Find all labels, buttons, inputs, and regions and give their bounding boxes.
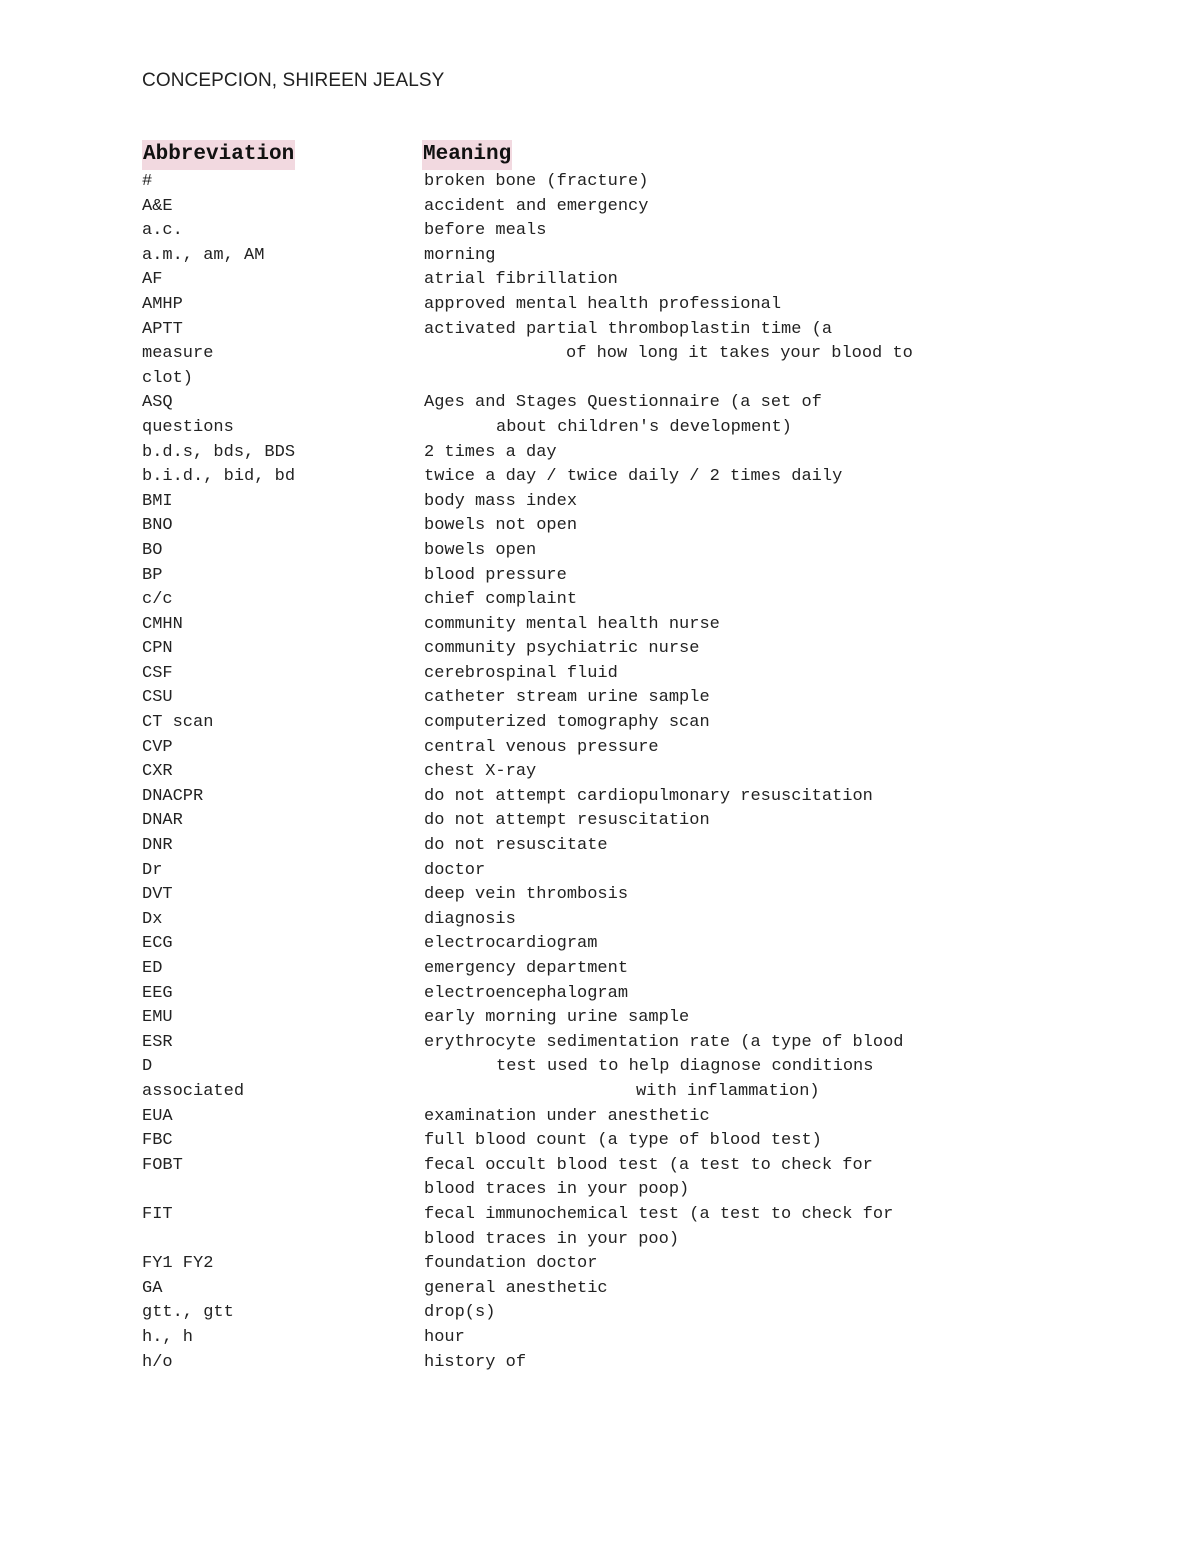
list-item: [0, 514, 1200, 539]
list-item: [0, 1006, 1200, 1031]
meaning-text: of how long it takes your blood to: [566, 344, 913, 364]
list-item: [0, 367, 1200, 392]
list-item: [0, 318, 1200, 343]
list-item: [0, 932, 1200, 957]
abbreviation-text: ECG: [142, 934, 173, 954]
meaning-text: about children's development): [496, 417, 792, 437]
meaning-text: general anesthetic: [424, 1278, 608, 1298]
meaning-text: twice a day / twice daily / 2 times daily: [424, 467, 843, 487]
abbreviation-text: EUA: [142, 1106, 173, 1126]
list-item: [0, 613, 1200, 638]
list-item: [0, 1031, 1200, 1056]
abbreviation-text: DVT: [142, 885, 173, 905]
abbreviation-text: CPN: [142, 639, 173, 659]
abbreviation-text: CSU: [142, 688, 173, 708]
meaning-text: diagnosis: [424, 909, 516, 929]
list-item: [0, 1154, 1200, 1179]
abbreviation-text: FIT: [142, 1204, 173, 1224]
meaning-text: 2 times a day: [424, 442, 557, 462]
meaning-text: blood pressure: [424, 565, 567, 585]
meaning-text: test used to help diagnose conditions: [496, 1057, 874, 1077]
list-item: [0, 1326, 1200, 1351]
list-item: [0, 1080, 1200, 1105]
meaning-text: computerized tomography scan: [424, 713, 710, 733]
list-item: [0, 391, 1200, 416]
abbreviation-text: BNO: [142, 516, 173, 536]
meaning-text: electroencephalogram: [424, 983, 629, 1003]
list-item: [0, 342, 1200, 367]
meaning-text: atrial fibrillation: [424, 270, 618, 290]
abbreviation-text: A&E: [142, 196, 173, 216]
abbreviation-text: b.i.d., bid, bd: [142, 467, 296, 487]
abbreviation-text: measure: [142, 344, 214, 364]
meaning-text: broken bone (fracture): [424, 172, 649, 191]
meaning-text: electrocardiogram: [424, 934, 598, 954]
meaning-text: with inflammation): [636, 1081, 820, 1101]
abbreviation-text: Dx: [142, 909, 163, 929]
abbreviation-text: clot): [142, 368, 194, 388]
meaning-text: fecal occult blood test (a test to check for: [424, 1155, 873, 1175]
list-item: [0, 859, 1200, 884]
abbreviation-text: AMHP: [142, 294, 183, 314]
abbreviation-text: CT scan: [142, 713, 214, 733]
meaning-text: activated partial thromboplastin time (a: [424, 319, 833, 339]
abbreviation-text: DNR: [142, 836, 173, 856]
meaning-text: chief complaint: [424, 590, 578, 610]
author-name: CONCEPCION, SHIREEN JEALSY: [142, 70, 445, 91]
meaning-text: before meals: [424, 221, 547, 241]
abbreviation-text: FBC: [142, 1131, 173, 1151]
list-item: [0, 416, 1200, 441]
abbreviation-text: BO: [142, 540, 163, 560]
list-item: [0, 539, 1200, 564]
meaning-text: doctor: [424, 860, 486, 880]
list-item: [0, 268, 1200, 293]
list-item: [0, 588, 1200, 613]
list-item: [0, 441, 1200, 466]
meaning-text: do not attempt cardiopulmonary resuscitation: [424, 786, 873, 806]
list-item: [0, 1129, 1200, 1154]
meaning-text: chest X-ray: [424, 762, 537, 782]
abbreviation-text: a.c.: [142, 221, 183, 241]
meaning-text: community psychiatric nurse: [424, 639, 700, 659]
list-item: [0, 195, 1200, 220]
list-item: [0, 1055, 1200, 1080]
abbreviation-text: AF: [142, 270, 163, 290]
abbreviation-text: CMHN: [142, 614, 183, 634]
abbreviation-text: CVP: [142, 737, 173, 757]
meaning-text: fecal immunochemical test (a test to check for: [424, 1204, 894, 1224]
meaning-text: emergency department: [424, 959, 629, 978]
meaning-text: cerebrospinal fluid: [424, 663, 618, 683]
table-header: [0, 140, 1200, 172]
abbreviation-text: ESR: [142, 1032, 173, 1052]
list-item: [0, 1228, 1200, 1253]
meaning-text: deep vein thrombosis: [424, 885, 629, 905]
abbreviation-text: APTT: [142, 319, 183, 339]
meaning-text: central venous pressure: [424, 737, 659, 757]
abbreviation-text: BP: [142, 565, 163, 585]
abbreviation-text: FOBT: [142, 1155, 183, 1175]
list-item: [0, 957, 1200, 982]
abbreviation-text: b.d.s, bds, BDS: [142, 442, 296, 462]
list-item: [0, 662, 1200, 687]
meaning-text: body mass index: [424, 491, 578, 511]
meaning-text: do not resuscitate: [424, 836, 608, 856]
meaning-text: community mental health nurse: [424, 614, 720, 634]
list-item: [0, 760, 1200, 785]
meaning-text: bowels open: [424, 540, 537, 560]
meaning-text: do not attempt resuscitation: [424, 811, 710, 831]
abbreviation-text: DNACPR: [142, 786, 204, 806]
meaning-text: blood traces in your poop): [424, 1180, 690, 1200]
meaning-text: Ages and Stages Questionnaire (a set of: [424, 393, 822, 413]
list-item: [0, 883, 1200, 908]
meaning-text: full blood count (a type of blood test): [424, 1131, 822, 1151]
meaning-text: examination under anesthetic: [424, 1106, 710, 1126]
list-item: [0, 982, 1200, 1007]
meaning-text: drop(s): [424, 1303, 496, 1323]
list-item: [0, 809, 1200, 834]
abbreviation-text: D: [142, 1057, 153, 1077]
meaning-text: erythrocyte sedimentation rate (a type of blood: [424, 1032, 904, 1052]
abbreviation-text: CSF: [142, 663, 173, 683]
list-item: [0, 1351, 1200, 1376]
abbreviation-text: ED: [142, 959, 163, 978]
list-item: [0, 170, 1200, 195]
list-item: [0, 736, 1200, 761]
meaning-text: approved mental health professional: [424, 294, 782, 314]
list-item: [0, 219, 1200, 244]
list-item: [0, 686, 1200, 711]
abbreviation-text: h., h: [142, 1327, 194, 1347]
meaning-text: accident and emergency: [424, 196, 649, 216]
list-item: [0, 1203, 1200, 1228]
abbreviation-text: #: [142, 172, 153, 191]
list-item: [0, 465, 1200, 490]
meaning-text: bowels not open: [424, 516, 578, 536]
meaning-text: foundation doctor: [424, 1254, 598, 1274]
abbreviation-text: Dr: [142, 860, 163, 880]
abbreviation-text: CXR: [142, 762, 173, 782]
abbreviation-list: [0, 170, 1200, 1375]
list-item: [0, 785, 1200, 810]
abbreviation-text: h/o: [142, 1352, 173, 1372]
list-item: [0, 834, 1200, 859]
meaning-text: catheter stream urine sample: [424, 688, 710, 708]
list-item: [0, 490, 1200, 515]
abbreviation-text: a.m., am, AM: [142, 245, 265, 265]
list-item: [0, 244, 1200, 269]
abbreviation-text: EEG: [142, 983, 173, 1003]
abbreviation-text: FY1 FY2: [142, 1254, 214, 1274]
list-item: [0, 711, 1200, 736]
list-item: [0, 564, 1200, 589]
abbreviation-text: DNAR: [142, 811, 183, 831]
list-item: [0, 908, 1200, 933]
abbreviation-text: EMU: [142, 1008, 173, 1028]
abbreviation-text: associated: [142, 1081, 245, 1101]
list-item: [0, 1277, 1200, 1302]
abbreviation-text: gtt., gtt: [142, 1303, 234, 1323]
abbreviation-text: GA: [142, 1278, 163, 1298]
abbreviation-text: questions: [142, 417, 234, 437]
abbreviation-text: c/c: [142, 590, 173, 610]
abbreviation-text: BMI: [142, 491, 173, 511]
meaning-text: blood traces in your poo): [424, 1229, 680, 1249]
list-item: [0, 1178, 1200, 1203]
list-item: [0, 1301, 1200, 1326]
meaning-column-header: Meaning: [422, 140, 512, 170]
meaning-text: morning: [424, 245, 496, 265]
meaning-text: early morning urine sample: [424, 1008, 690, 1028]
list-item: [0, 637, 1200, 662]
abbreviation-column-header: Abbreviation: [142, 140, 295, 170]
list-item: [0, 1105, 1200, 1130]
meaning-text: history of: [424, 1352, 527, 1372]
meaning-text: hour: [424, 1327, 465, 1347]
list-item: [0, 1252, 1200, 1277]
abbreviation-text: ASQ: [142, 393, 173, 413]
list-item: [0, 293, 1200, 318]
